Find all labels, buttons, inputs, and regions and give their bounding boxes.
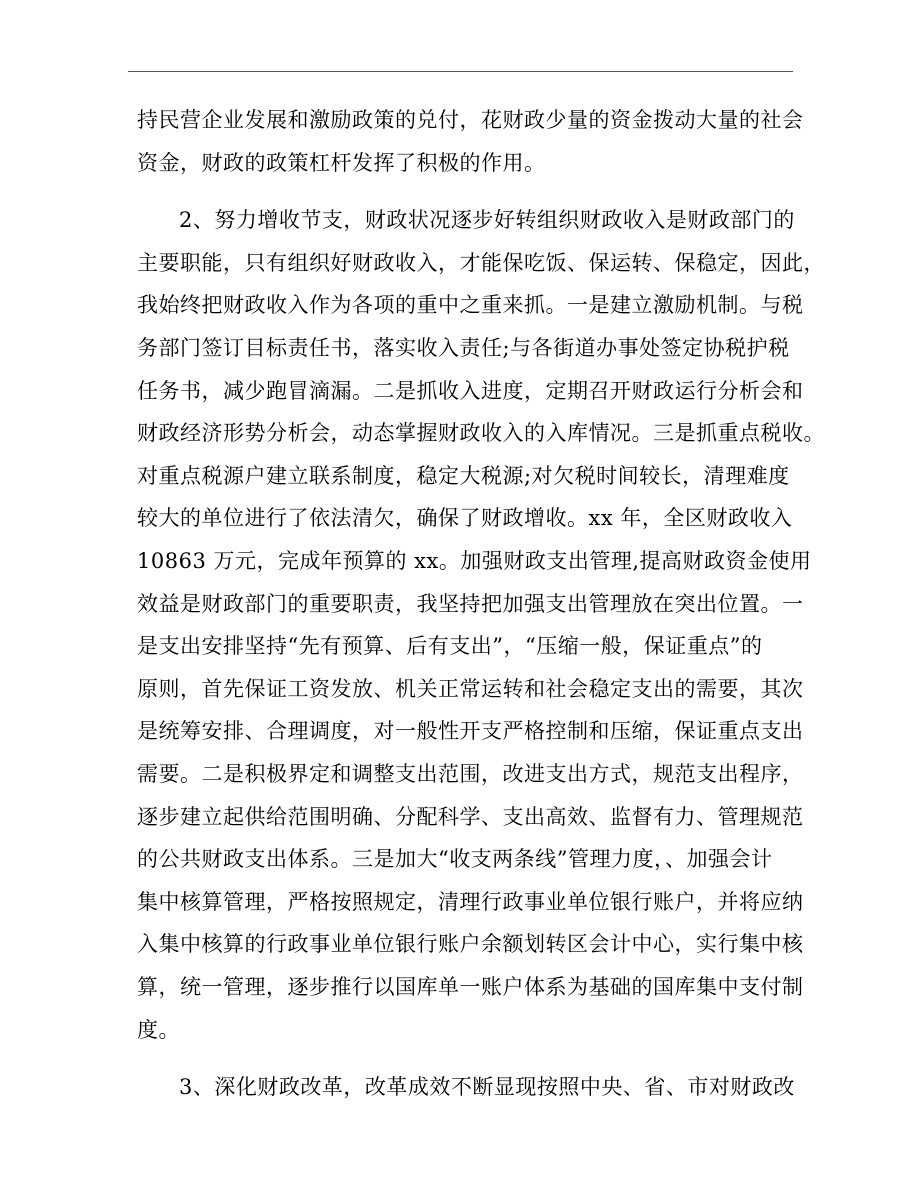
text-line: 2、努力增收节支，财政状况逐步好转组织财政收入是财政部门的 [179,208,795,232]
text-line: 10863 万元，完成年预算的 xx。加强财政支出管理,提高财政资金使用 [137,549,812,573]
text-line: 集中核算管理，严格按照规定，清理行政事业单位银行账户，并将应纳 [137,890,804,914]
text-line: 是支出安排坚持“先有预算、后有支出”，“压缩一般，保证重点”的 [137,634,763,658]
header-rule [128,71,793,72]
text-line: 原则，首先保证工资发放、机关正常运转和社会稳定支出的需要，其次 [137,677,804,701]
text-line: 任务书，减少跑冒滴漏。二是抓收入进度，定期召开财政运行分析会和 [137,379,804,403]
text-line: 资金，财政的政策杠杆发挥了积极的作用。 [137,151,546,175]
text-line: 我始终把财政收入作为各项的重中之重来抓。一是建立激励机制。与税 [137,293,804,317]
text-line: 效益是财政部门的重要职责，我坚持把加强支出管理放在突出位置。一 [137,592,804,616]
text-line: 度。 [137,1018,180,1042]
text-line: 的公共财政支出体系。三是加大“收支两条线”管理力度，、加强会计 [137,847,773,871]
text-line: 3、深化财政改革，改革成效不断显现按照中央、省、市对财政改 [179,1075,795,1099]
text-line: 主要职能，只有组织好财政收入，才能保吃饭、保运转、保稳定，因此， [137,251,825,275]
text-line: 入集中核算的行政事业单位银行账户余额划转区会计中心，实行集中核 [137,932,804,956]
text-line: 持民营企业发展和激励政策的兑付，花财政少量的资金拨动大量的社会 [137,108,804,132]
text-line: 逐步建立起供给范围明确、分配科学、支出高效、监督有力、管理规范 [137,805,804,829]
text-line: 对重点税源户建立联系制度，稳定大税源;对欠税时间较长，清理难度 [137,464,790,488]
text-line: 较大的单位进行了依法清欠，确保了财政增收。xx 年，全区财政收入 [137,506,793,530]
text-line: 算，统一管理，逐步推行以国库单一账户体系为基础的国库集中支付制 [137,975,804,999]
text-line: 是统筹安排、合理调度，对一般性开支严格控制和压缩，保证重点支出 [137,719,804,743]
text-line: 需要。二是积极界定和调整支出范围，改进支出方式，规范支出程序， [137,762,804,786]
text-line: 务部门签订目标责任书，落实收入责任;与各街道办事处签定协税护税 [137,336,790,360]
text-line: 财政经济形势分析会，动态掌握财政收入的入库情况。三是抓重点税收。 [137,421,825,445]
